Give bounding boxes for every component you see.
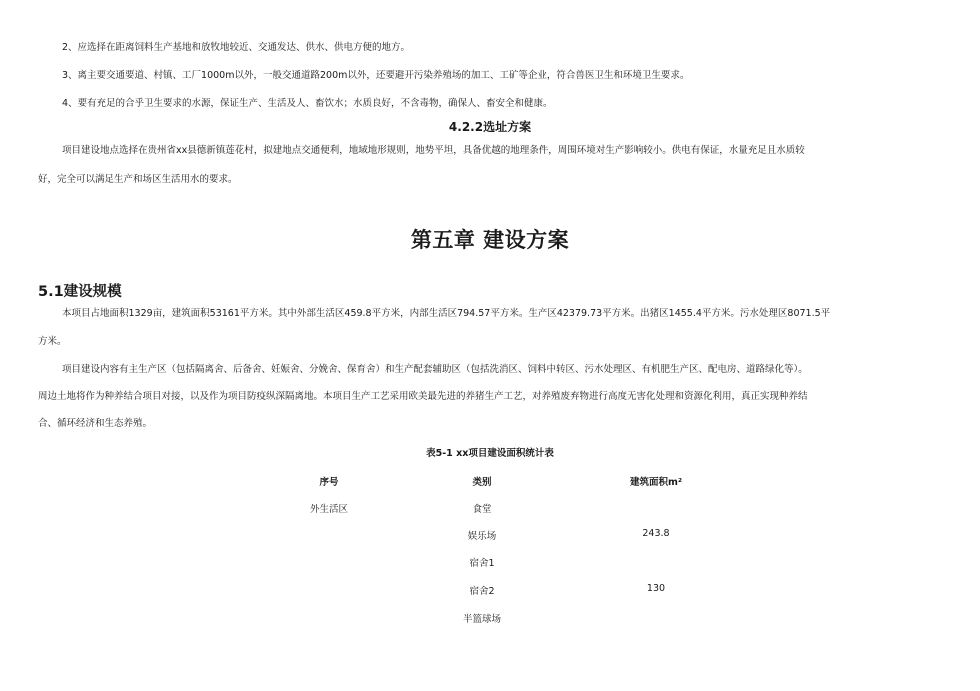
site-paragraph-line-1: 项目建设地点选择在贵州省xx县德新镇莲花村，拟建地点交通便利，地域地形规则，地势平坦，具备优越的地理条件，周围环境对生产影响较小。供电有保证，水量充足且水质较 [62, 145, 805, 156]
content-paragraph-line-3: 合、循环经济和生态养殖。 [38, 418, 153, 429]
table-caption: 表5-1 xx项目建设面积统计表 [426, 448, 554, 459]
content-paragraph-line-2: 周边土地将作为种养结合项目对接，以及作为项目防疫纵深隔离地。本项目生产工艺采用欧美最先进的养猪生产工艺，对养殖废弃物进行高度无害化处理和资源化利用，真正实现种养结 [38, 391, 808, 402]
table-header-area: 建筑面积m² [629, 477, 683, 488]
table-header-category: 类别 [472, 477, 492, 488]
section-heading-5-1: 5.1建设规模 [38, 284, 122, 300]
chapter-title: 第五章 建设方案 [410, 228, 570, 252]
table-cell-category: 宿舍1 [469, 558, 495, 569]
table-cell-area: 130 [646, 583, 666, 594]
table-cell-category: 食堂 [472, 504, 492, 515]
scale-paragraph-line-1: 本项目占地面积1329亩，建筑面积53161平方米。其中外部生活区459.8平方米，内部生活区794.57平方米。生产区42379.73平方米。出猪区1455.4平方米。污水处理区8071.5平 [62, 308, 831, 319]
list-item-3: 3、离主要交通要道、村镇、工厂1000m以外，一般交通道路200m以外，还要避开污染养殖场的加工、工矿等企业，符合兽医卫生和环境卫生要求。 [62, 70, 690, 81]
table-cell-category: 半篮球场 [462, 614, 501, 625]
list-item-4: 4、要有充足的合乎卫生要求的水源，保证生产、生活及人、畜饮水；水质良好，不含毒物，确保人、畜安全和健康。 [62, 98, 553, 109]
site-paragraph-line-2: 好，完全可以满足生产和场区生活用水的要求。 [38, 174, 238, 185]
list-item-2: 2、应选择在距离饲料生产基地和放牧地较近、交通发达、供水、供电方便的地方。 [62, 42, 411, 53]
table-cell-area: 243.8 [642, 528, 670, 539]
table-cell-category: 宿舍2 [469, 586, 495, 597]
table-header-seq: 序号 [319, 477, 339, 488]
table-cell-category: 娱乐场 [467, 531, 497, 542]
table-cell-seq: 外生活区 [309, 504, 348, 515]
section-heading-4-2-2: 4.2.2选址方案 [448, 120, 532, 134]
scale-paragraph-line-2: 方米。 [38, 336, 67, 347]
content-paragraph-line-1: 项目建设内容有主生产区（包括隔离舍、后备舍、妊娠舍、分娩舍、保育舍）和生产配套辅助区（包括洗消区、饲料中转区、污水处理区、有机肥生产区、配电房、道路绿化等）。 [62, 364, 808, 375]
